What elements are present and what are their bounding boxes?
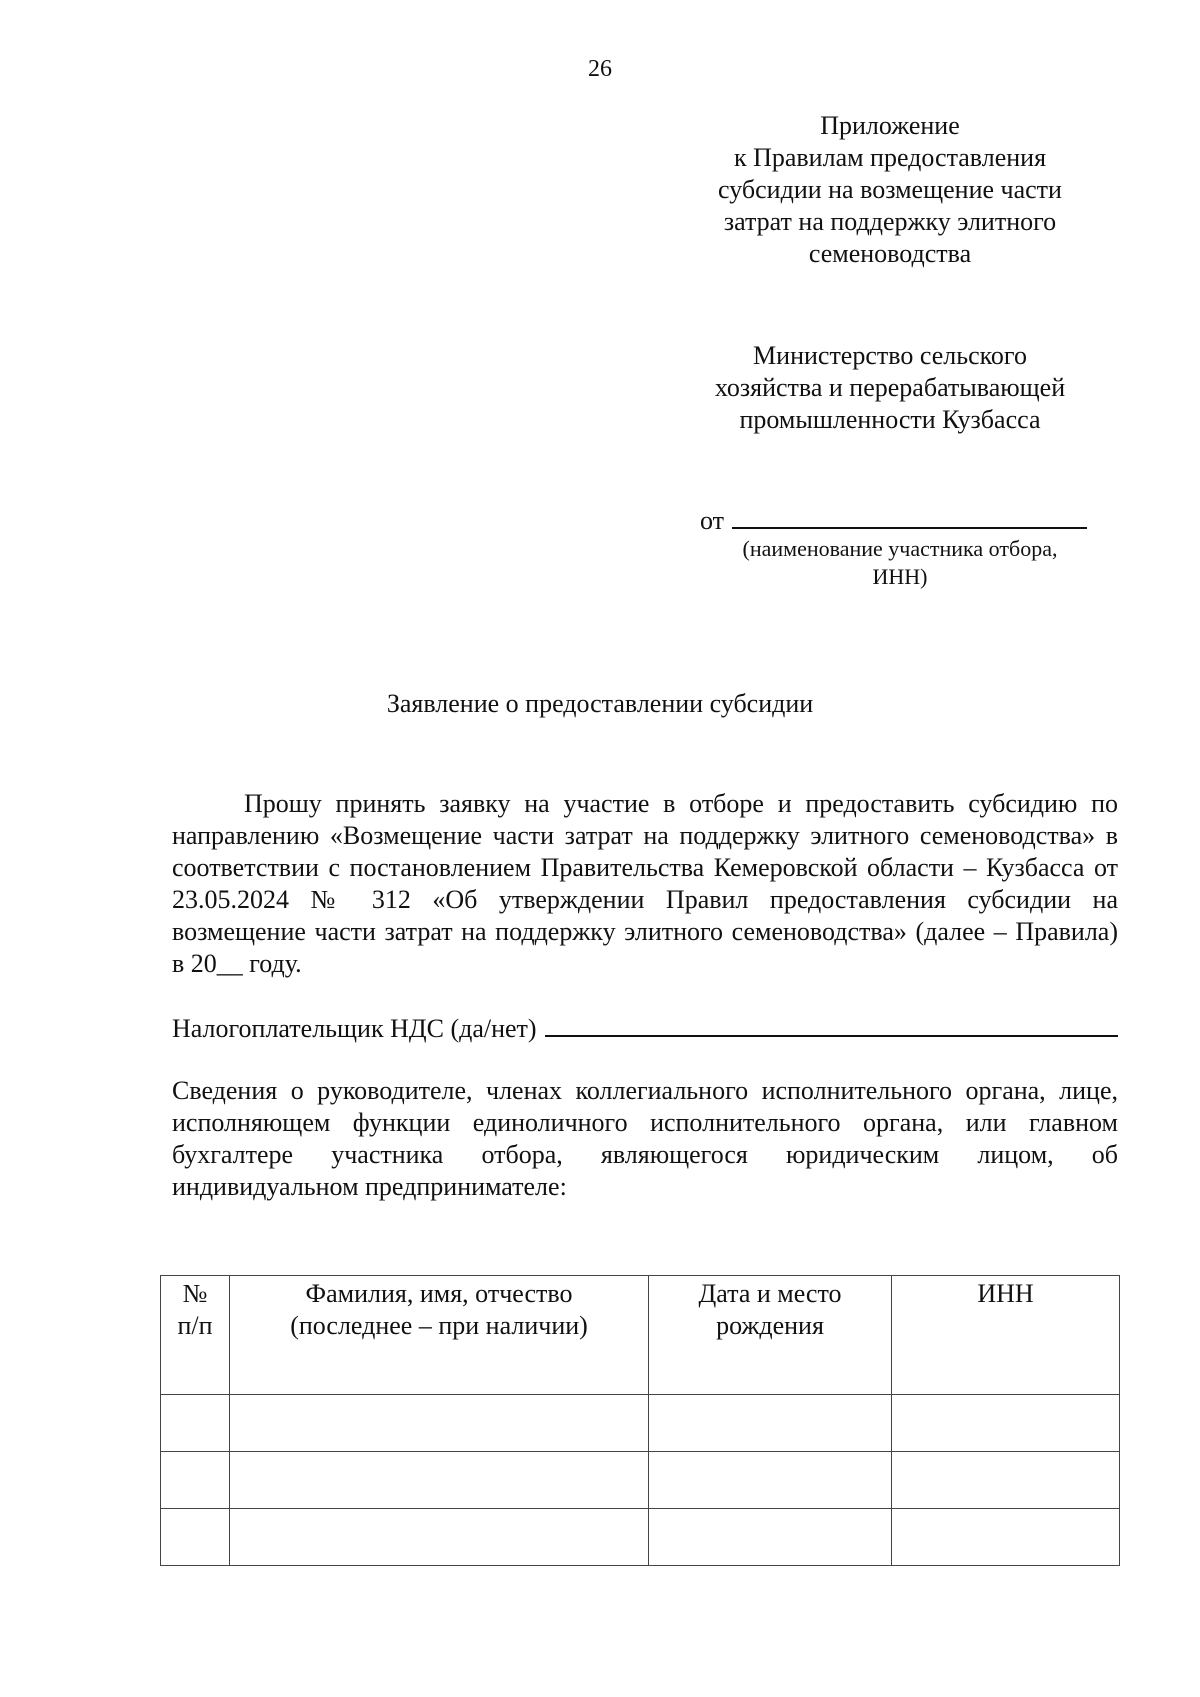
table-cell[interactable]	[161, 1395, 230, 1452]
appendix-line: Приложение	[820, 111, 960, 140]
table-cell[interactable]	[161, 1452, 230, 1509]
header-text: п/п	[177, 1311, 213, 1340]
addressee-line: хозяйства и перерабатывающей	[714, 373, 1066, 402]
from-line	[700, 505, 1087, 537]
table-row	[161, 1395, 1120, 1452]
table-cell[interactable]	[230, 1509, 649, 1566]
addressee-block	[700, 340, 1080, 436]
vat-answer-field[interactable]	[545, 1013, 1118, 1037]
page-number: 26	[588, 56, 612, 82]
from-caption-line: ИНН)	[872, 564, 928, 589]
applicant-name-field[interactable]	[732, 505, 1087, 529]
from-caption-line: (наименование участника отбора,	[742, 536, 1058, 561]
header-birth	[649, 1276, 892, 1395]
table-cell[interactable]	[230, 1395, 649, 1452]
addressee-line: промышленности Кузбасса	[739, 405, 1041, 434]
table-cell[interactable]	[892, 1509, 1120, 1566]
table-row	[161, 1452, 1120, 1509]
table-cell[interactable]	[161, 1509, 230, 1566]
header-full-name	[230, 1276, 649, 1395]
from-label: от	[700, 506, 725, 535]
table-cell[interactable]	[230, 1452, 649, 1509]
table-row	[161, 1509, 1120, 1566]
vat-line	[172, 1013, 1118, 1045]
appendix-line: к Правилам предоставления	[733, 143, 1047, 172]
header-text: Фамилия, имя, отчество	[305, 1279, 573, 1308]
header-text: ИНН	[977, 1279, 1034, 1308]
header-number	[161, 1276, 230, 1395]
header-text: Дата и место	[698, 1279, 842, 1308]
officers-table	[160, 1275, 1120, 1566]
header-text: №	[182, 1279, 208, 1308]
document-title: Заявление о предоставлении субсидии	[386, 689, 814, 718]
vat-label: Налогоплательщик НДС (да/нет)	[172, 1014, 537, 1043]
appendix-line: затрат на поддержку элитного	[723, 207, 1057, 236]
header-text: (последнее – при наличии)	[290, 1311, 588, 1340]
header-text: рождения	[716, 1311, 824, 1340]
table-cell[interactable]	[892, 1395, 1120, 1452]
appendix-header	[700, 110, 1080, 270]
table-header-row	[161, 1276, 1120, 1395]
request-paragraph: Прошу принять заявку на участие в отборе и предоставить субсидию по направлению «Возмещение части затрат на поддержку элитного семеноводства» в соответствии с постановлением Правительства Кемеровской области – Кузбасса от 23.05.2024 № 312 «Об утверждении Правил предоставления субсидии на возмещение части затрат на поддержку элитного семеноводства» (далее – Правила) в 20__ году.	[172, 789, 1118, 978]
officers-info-paragraph: Сведения о руководителе, членах коллегиального исполнительного органа, лице, исполняющем функции единоличного исполнительного органа, или главном бухгалтере участника отбора, являющегося юридическим лицом, об индивидуальном предпринимателе:	[172, 1076, 1118, 1201]
table-cell[interactable]	[892, 1452, 1120, 1509]
appendix-line: семеноводства	[808, 239, 972, 268]
addressee-line: Министерство сельского	[753, 341, 1027, 370]
appendix-line: субсидии на возмещение части	[718, 175, 1062, 204]
table-cell[interactable]	[649, 1395, 892, 1452]
table-cell[interactable]	[649, 1509, 892, 1566]
from-caption	[700, 535, 1100, 591]
header-inn	[892, 1276, 1120, 1395]
table-cell[interactable]	[649, 1452, 892, 1509]
